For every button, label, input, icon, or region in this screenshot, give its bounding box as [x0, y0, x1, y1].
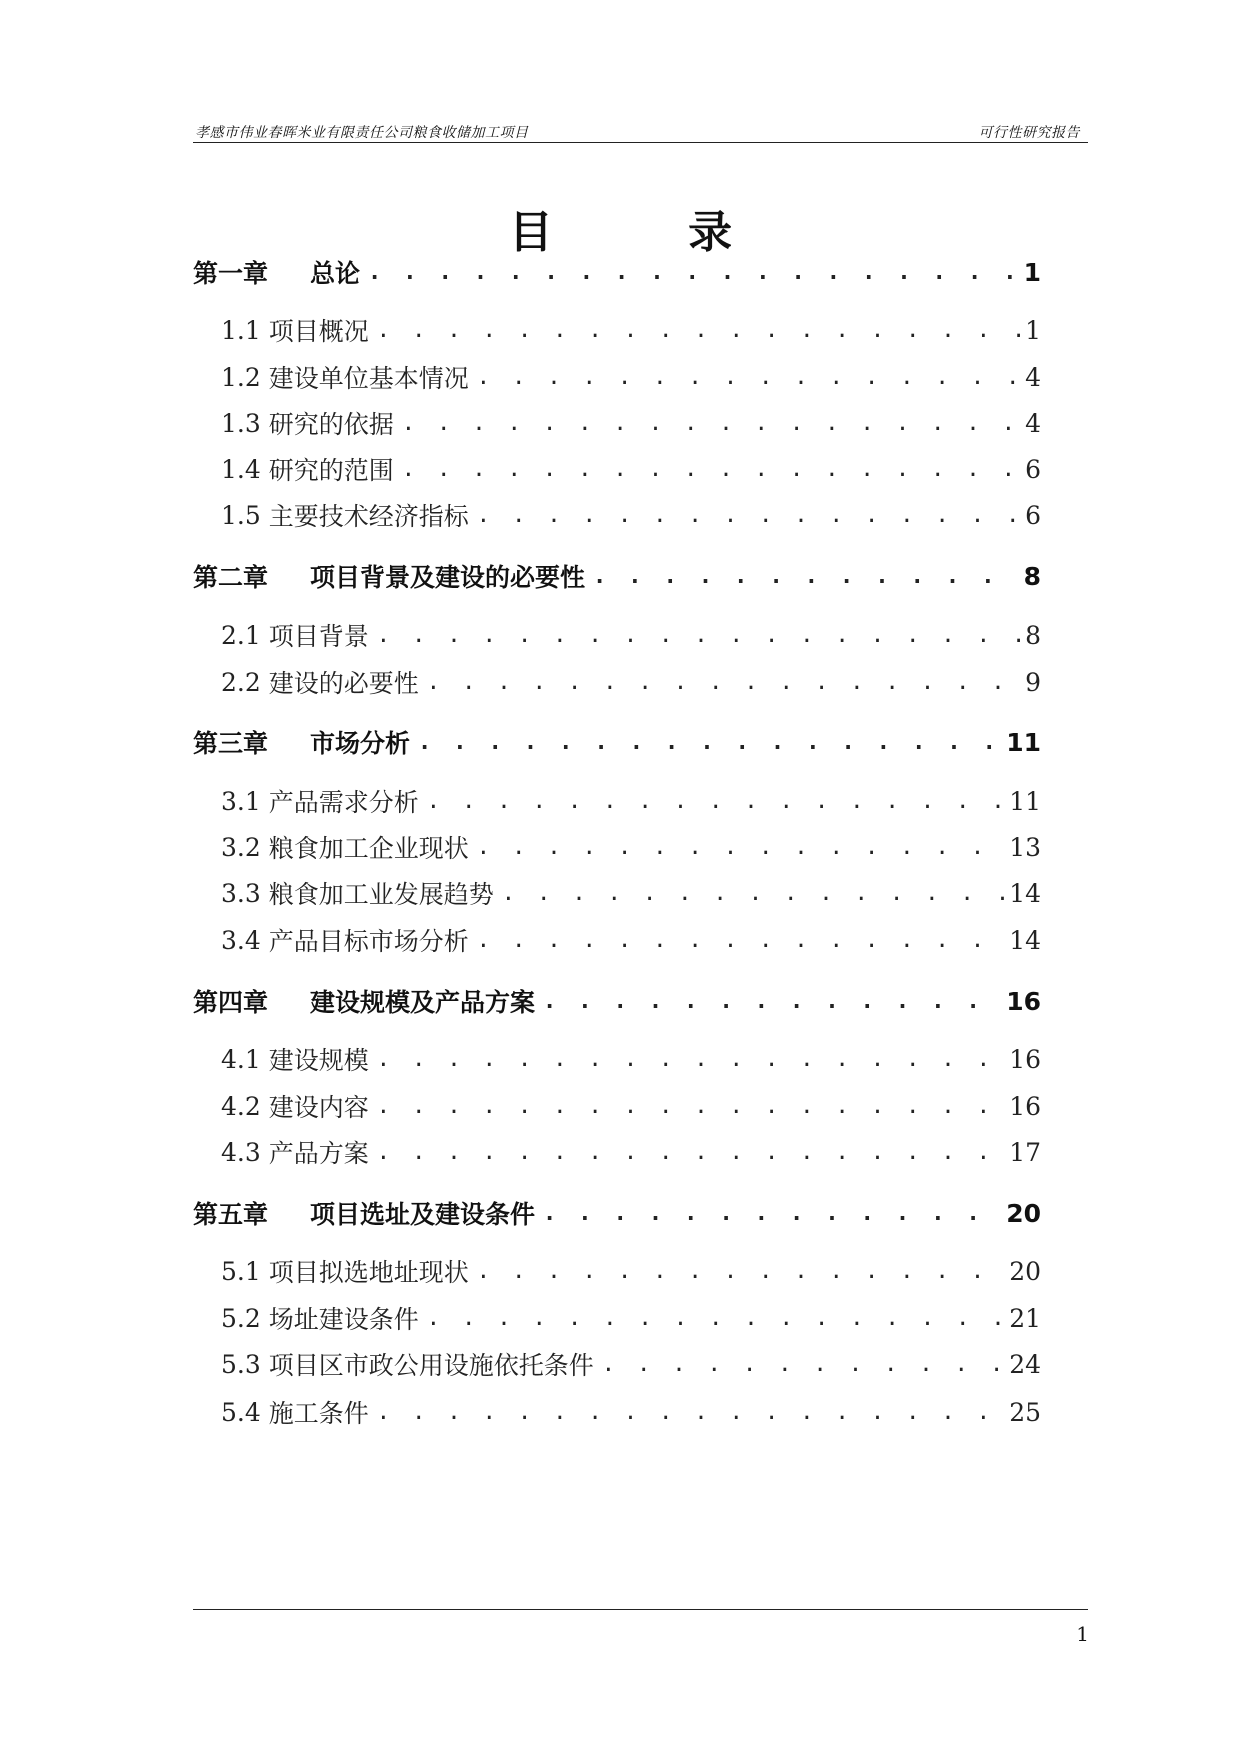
toc-entry-title: 研究的依据	[268, 410, 394, 439]
toc-section-entry[interactable]	[221, 783, 1041, 819]
toc-entry-page: 4	[1025, 362, 1041, 392]
toc-entry-number: 第一章	[193, 259, 269, 288]
toc-entry-page: 8	[1025, 620, 1041, 650]
running-header	[193, 110, 1088, 142]
toc-section-entry[interactable]	[221, 451, 1041, 487]
dot-leader	[418, 730, 1002, 755]
dot-leader	[427, 670, 1021, 695]
toc-entry-title: 施工条件	[268, 1399, 369, 1428]
toc-entry-page: 8	[1023, 561, 1041, 591]
toc-entry-title: 项目拟选地址现状	[268, 1258, 469, 1287]
toc-chapter-entry[interactable]	[193, 983, 1041, 1019]
toc-entry-title: 粮食加工业发展趋势	[268, 880, 494, 909]
toc-entry-title: 建设单位基本情况	[268, 364, 469, 393]
toc-section-entry[interactable]	[221, 617, 1041, 653]
toc-entry-title: 产品目标市场分析	[268, 927, 469, 956]
toc-section-entry[interactable]	[221, 405, 1041, 441]
toc-entry-number: 4.3	[221, 1137, 261, 1167]
toc-section-entry[interactable]	[221, 1394, 1041, 1430]
toc-entry-title: 项目背景及建设的必要性	[310, 563, 586, 592]
toc-section-entry[interactable]	[221, 1088, 1041, 1124]
toc-entry-number: 1.3	[221, 408, 261, 438]
toc-entry-page: 17	[1009, 1137, 1041, 1167]
toc-section-entry[interactable]	[221, 1346, 1041, 1382]
header-report-type: 可行性研究报告	[978, 125, 1080, 141]
toc-title: 目 录	[508, 207, 793, 258]
header-divider	[193, 142, 1088, 143]
toc-section-entry[interactable]	[221, 1253, 1041, 1289]
toc-entry-title: 项目选址及建设条件	[310, 1200, 536, 1229]
toc-entry-number: 5.3	[221, 1349, 261, 1379]
toc-entry-page: 14	[1009, 925, 1041, 955]
toc-entry-number: 3.1	[221, 786, 261, 816]
toc-entry-number: 5.2	[221, 1303, 261, 1333]
header-project-title: 孝感市伟业春晖米业有限责任公司粮食收储加工项目	[195, 125, 529, 141]
toc-entry-title: 建设规模及产品方案	[310, 988, 536, 1017]
toc-entry-title: 项目区市政公用设施依托条件	[268, 1351, 594, 1380]
toc-entry-title: 建设规模	[268, 1046, 369, 1075]
toc-entry-number: 第二章	[193, 563, 269, 592]
toc-entry-number: 1.4	[221, 454, 261, 484]
toc-entry-page: 16	[1006, 986, 1041, 1016]
toc-entry-page: 16	[1009, 1091, 1041, 1121]
dot-leader	[477, 1259, 1005, 1284]
toc-entry-number: 4.2	[221, 1091, 261, 1121]
toc-entry-number: 第五章	[193, 1200, 269, 1229]
dot-leader	[602, 1352, 1005, 1377]
dot-leader	[402, 457, 1021, 482]
dot-leader	[427, 789, 1005, 814]
dot-leader	[543, 989, 1002, 1014]
toc-entry-title: 项目概况	[268, 317, 369, 346]
toc-section-entry[interactable]	[221, 312, 1041, 348]
footer-divider	[193, 1609, 1088, 1610]
toc-entry-page: 21	[1009, 1303, 1041, 1333]
toc-entry-page: 4	[1025, 408, 1041, 438]
toc-section-entry[interactable]	[221, 1041, 1041, 1077]
dot-leader	[402, 411, 1021, 436]
toc-entry-title: 研究的范围	[268, 456, 394, 485]
toc-section-entry[interactable]	[221, 829, 1041, 865]
toc-entry-title: 产品方案	[268, 1139, 369, 1168]
toc-entry-page: 6	[1025, 454, 1041, 484]
dot-leader	[377, 1400, 1005, 1425]
dot-leader	[477, 928, 1005, 953]
toc-entry-title: 市场分析	[310, 729, 411, 758]
toc-chapter-entry[interactable]	[193, 254, 1041, 290]
dot-leader	[593, 564, 1020, 589]
dot-leader	[377, 1047, 1005, 1072]
toc-entry-page: 20	[1006, 1198, 1041, 1228]
toc-entry-number: 1.2	[221, 362, 261, 392]
toc-entry-number: 1.5	[221, 500, 261, 530]
toc-section-entry[interactable]	[221, 1300, 1041, 1336]
dot-leader	[477, 503, 1021, 528]
dot-leader	[477, 365, 1021, 390]
toc-entry-number: 第三章	[193, 729, 269, 758]
toc-entry-title: 主要技术经济指标	[268, 502, 469, 531]
toc-section-entry[interactable]	[221, 664, 1041, 700]
toc-entry-title: 建设内容	[268, 1093, 369, 1122]
toc-entry-page: 14	[1009, 878, 1041, 908]
toc-entry-title: 建设的必要性	[268, 669, 419, 698]
dot-leader	[477, 835, 1005, 860]
toc-entry-page: 24	[1009, 1349, 1041, 1379]
dot-leader	[368, 260, 1020, 285]
toc-entry-page: 11	[1006, 727, 1041, 757]
toc-entry-page: 25	[1009, 1397, 1041, 1427]
toc-entry-page: 1	[1025, 315, 1041, 345]
toc-entry-number: 5.4	[221, 1397, 261, 1427]
toc-chapter-entry[interactable]	[193, 558, 1041, 594]
toc-entry-number: 5.1	[221, 1256, 261, 1286]
toc-entry-page: 16	[1009, 1044, 1041, 1074]
toc-section-entry[interactable]	[221, 875, 1041, 911]
toc-section-entry[interactable]	[221, 922, 1041, 958]
toc-section-entry[interactable]	[221, 497, 1041, 533]
toc-entry-page: 6	[1025, 500, 1041, 530]
toc-entry-number: 3.4	[221, 925, 261, 955]
toc-entry-number: 第四章	[193, 988, 269, 1017]
toc-entry-page: 13	[1009, 832, 1041, 862]
dot-leader	[377, 1094, 1005, 1119]
toc-chapter-entry[interactable]	[193, 1195, 1041, 1231]
page-number: 1	[1076, 1622, 1089, 1646]
toc-entry-number: 1.1	[221, 315, 261, 345]
toc-entry-number: 3.3	[221, 878, 261, 908]
dot-leader	[377, 318, 1021, 343]
toc-section-entry[interactable]	[221, 359, 1041, 395]
toc-entry-title: 产品需求分析	[268, 788, 419, 817]
toc-entry-number: 3.2	[221, 832, 261, 862]
toc-entry-page: 11	[1009, 786, 1041, 816]
toc-entry-title: 粮食加工企业现状	[268, 834, 469, 863]
dot-leader	[377, 1140, 1005, 1165]
dot-leader	[427, 1306, 1005, 1331]
toc-entry-number: 2.1	[221, 620, 261, 650]
toc-entry-number: 2.2	[221, 667, 261, 697]
toc-entry-number: 4.1	[221, 1044, 261, 1074]
toc-entry-page: 20	[1009, 1256, 1041, 1286]
toc-entry-title: 场址建设条件	[268, 1305, 419, 1334]
toc-chapter-entry[interactable]	[193, 724, 1041, 760]
toc-section-entry[interactable]	[221, 1134, 1041, 1170]
toc-entry-title: 总论	[310, 259, 361, 288]
dot-leader	[377, 623, 1021, 648]
toc-entry-page: 9	[1025, 667, 1041, 697]
toc-entry-title: 项目背景	[268, 622, 369, 651]
dot-leader	[502, 881, 1005, 906]
dot-leader	[543, 1201, 1002, 1226]
toc-entry-page: 1	[1023, 257, 1041, 287]
